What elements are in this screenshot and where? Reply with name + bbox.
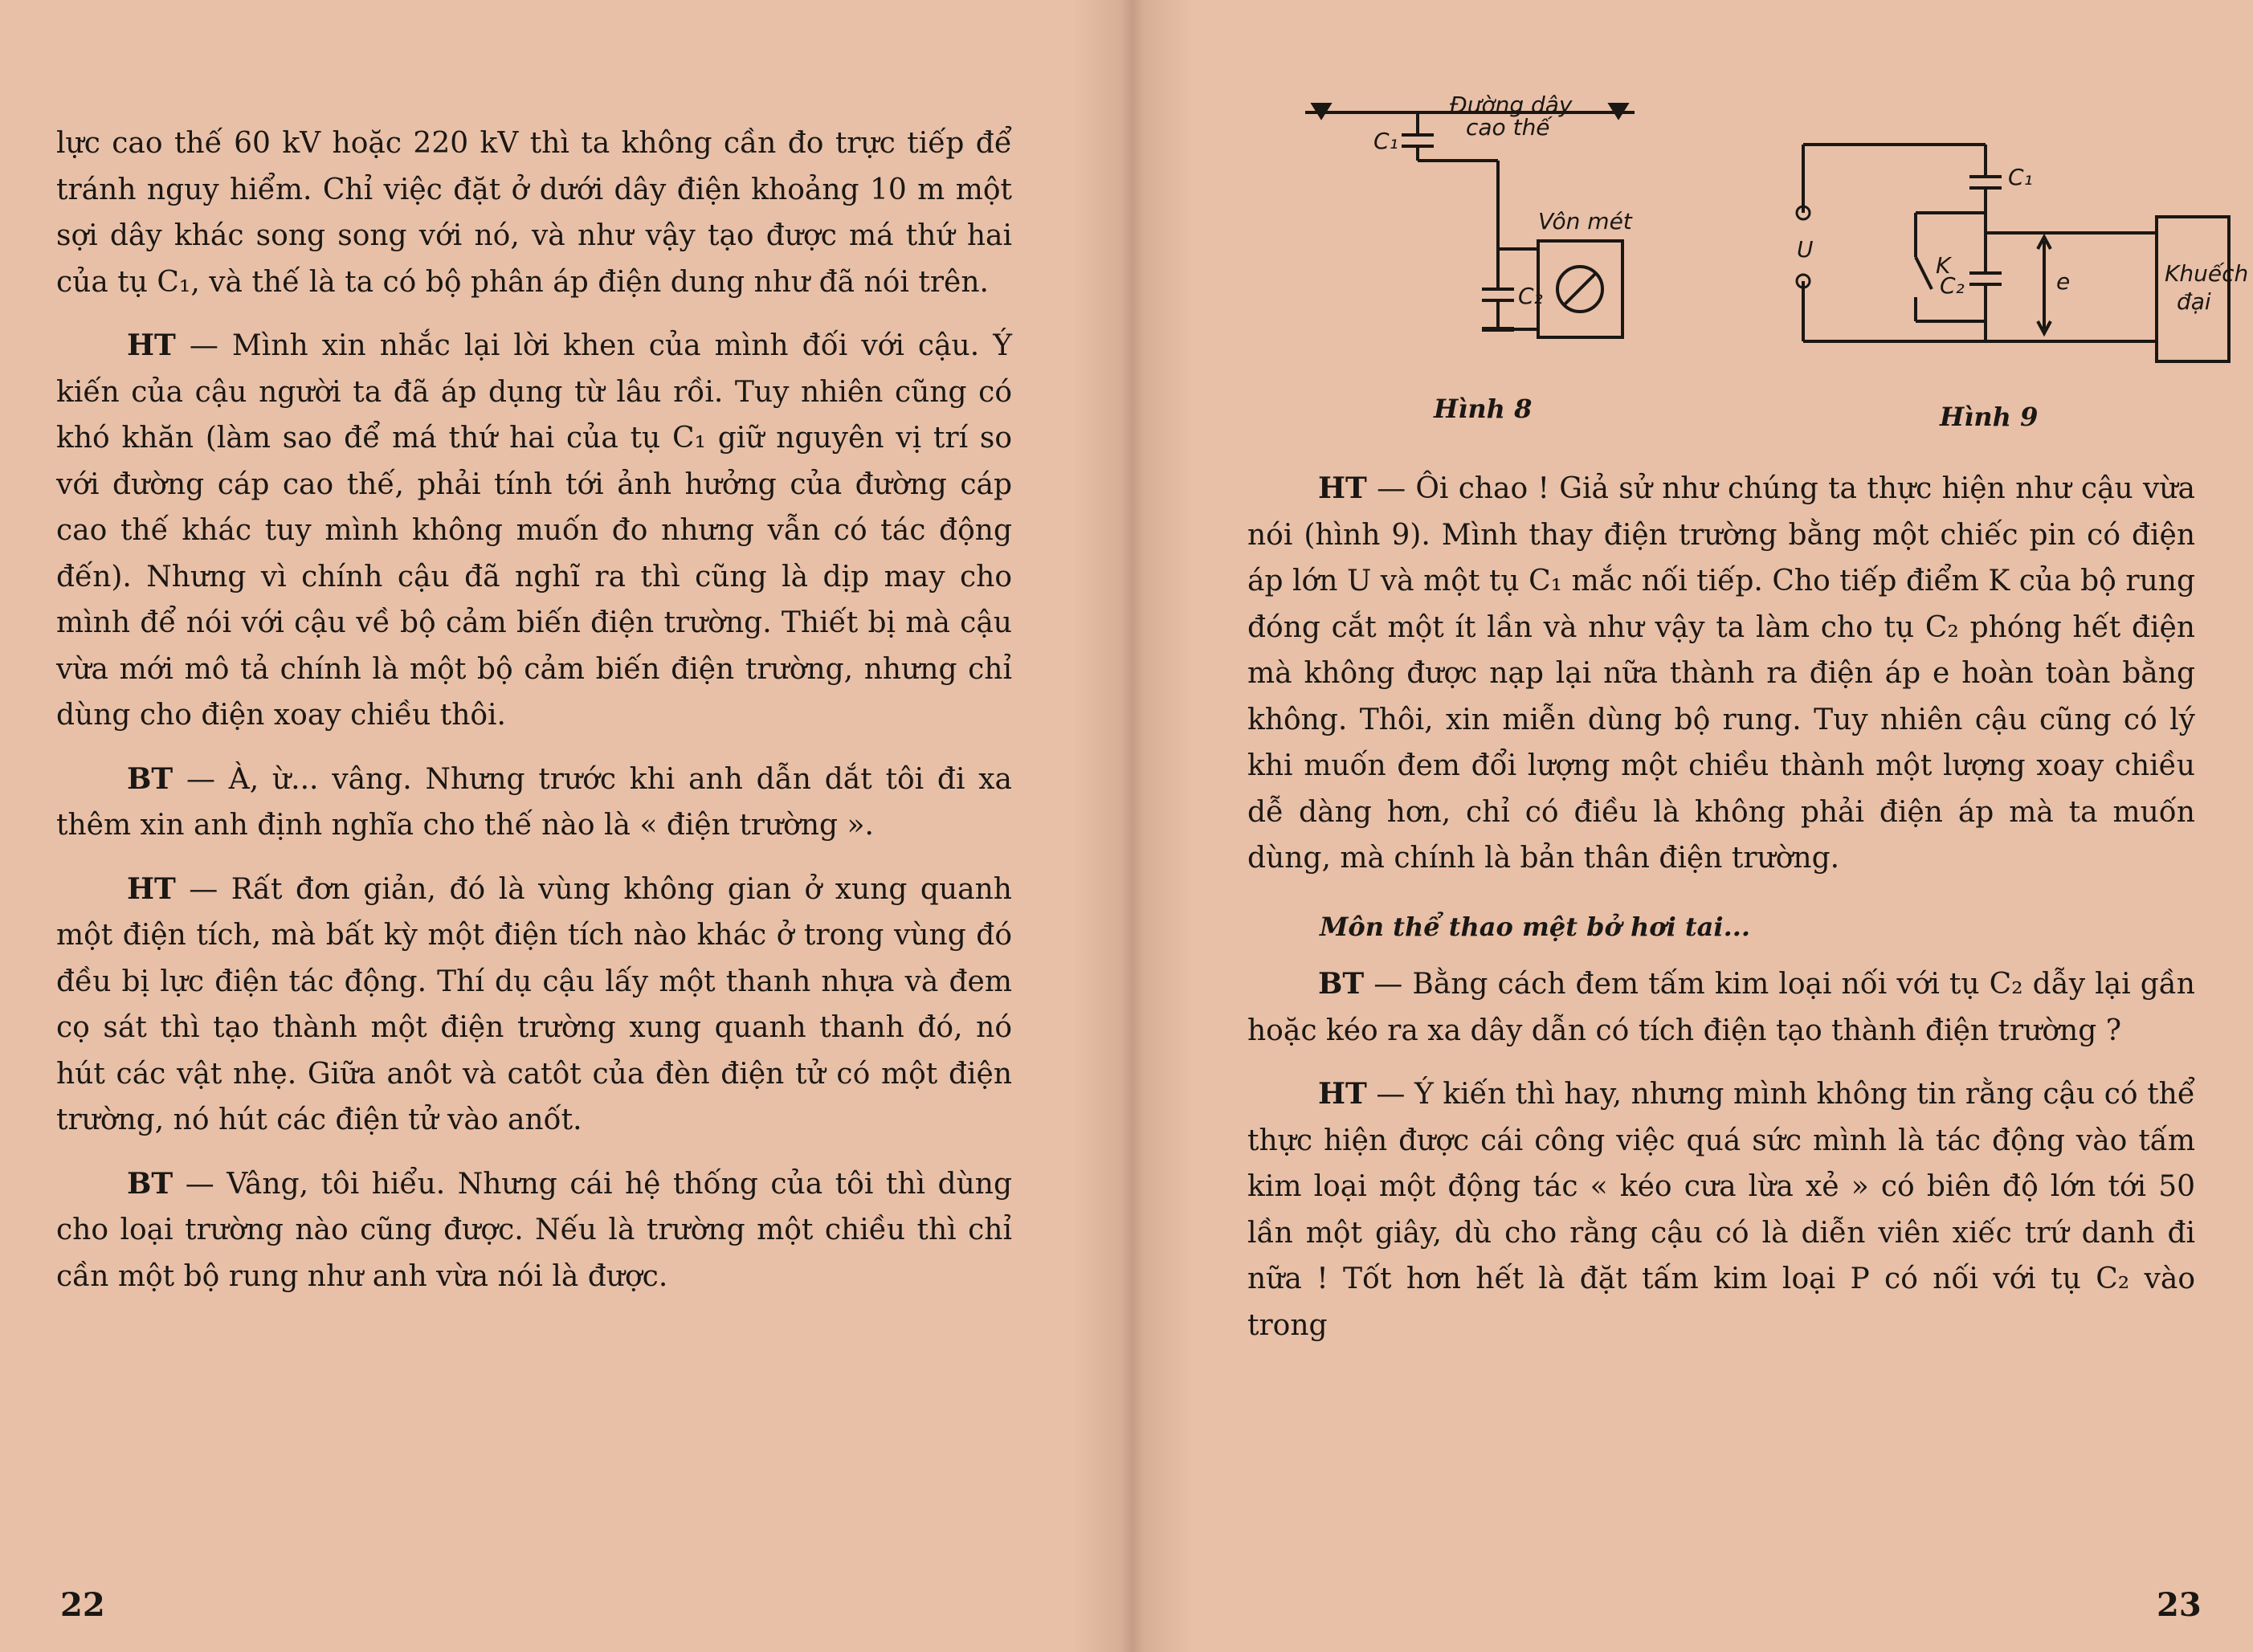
- right-page: [1120, 0, 2253, 1652]
- fig9-label-e: e: [2056, 268, 2071, 295]
- paragraph: [56, 867, 1012, 1144]
- paragraph: [1247, 1071, 2195, 1348]
- paragraph: [56, 757, 1012, 849]
- fig8-label-line: Đường dây: [1450, 92, 1573, 118]
- page-number: 23: [2157, 1586, 2202, 1624]
- speaker-label: BT: [127, 1166, 173, 1201]
- figure-9-caption: Hình 9: [1940, 402, 2039, 432]
- page-number: 22: [60, 1586, 105, 1624]
- left-page: [0, 0, 1120, 1652]
- speaker-label: HT: [1318, 1077, 1367, 1111]
- fig8-label-c1: C₁: [1373, 128, 1398, 154]
- section-subheading: Môn thể thao mệt bở hơi tai...: [1320, 911, 1750, 942]
- right-text-column: [1247, 466, 2195, 1366]
- fig9-label-amp2: đại: [2177, 288, 2211, 315]
- paragraph-text: — Vâng, tôi hiểu. Nhưng cái hệ thống của tôi thì dùng cho loại trường nào cũng được. Nếu là trường một chiều thì chỉ cần một bộ rung như anh vừa nói là được.: [56, 1167, 1012, 1293]
- fig9-label-amp: Khuếch: [2165, 260, 2249, 287]
- paragraph-text: — Bằng cách đem tấm kim loại nối với tụ C₂ dẫy lại gần hoặc kéo ra xa dây dẫn có tích điện tạo thành điện trường ?: [1247, 968, 2195, 1047]
- paragraph: [56, 1161, 1012, 1300]
- left-text-column: [56, 120, 1012, 1317]
- fig8-label-meter: Vôn mét: [1538, 208, 1632, 235]
- paragraph-text: lực cao thế 60 kV hoặc 220 kV thì ta không cần đo trực tiếp để tránh nguy hiểm. Chỉ việc đặt ở dưới dây điện khoảng 10 m một sợi dây khác song song với nó, và như vậy tạo được má thứ hai của tụ C₁, và thế là ta có bộ phân áp điện dung như đã nói trên.: [56, 127, 1012, 299]
- paragraph: [1247, 466, 2195, 882]
- fig8-label-c2: C₂: [1518, 283, 1543, 309]
- speaker-label: BT: [127, 761, 173, 796]
- speaker-label: HT: [127, 871, 176, 906]
- fig9-label-u: U: [1797, 236, 1814, 263]
- figure-8-caption: Hình 8: [1434, 394, 1533, 424]
- fig9-label-k: K: [1936, 252, 1951, 279]
- speaker-label: HT: [127, 328, 176, 362]
- paragraph: [1247, 961, 2195, 1054]
- fig9-label-c2: C₂: [1940, 272, 1965, 299]
- paragraph-text: — Ôi chao ! Giả sử như chúng ta thực hiện như cậu vừa nói (hình 9). Mình thay điện trường bằng một chiếc pin có điện áp lớn U và một tụ C₁ mắc nối tiếp. Cho tiếp điểm K của bộ rung đóng cắt một ít lần và như vậy ta làm cho tụ C₂ phóng hết điện mà không được nạp lại nữa thành ra điện áp e hoàn toàn bằng không. Thôi, xin miễn dùng bộ rung. Tuy nhiên cậu cũng có lý khi muốn đem đổi lượng một chiều thành một lượng xoay chiều dễ dàng hơn, chỉ có điều là không phải điện áp mà ta muốn dùng, mà chính là bản thân điện trường.: [1247, 472, 2195, 875]
- paragraph-text: — Ý kiến thì hay, nhưng mình không tin rằng cậu có thể thực hiện được cái công việc quá sức mình là tác động vào tấm kim loại một động tác « kéo cưa lừa xẻ » có biên độ lớn tới 50 lần một giây, dù cho rằng cậu có là diễn viên xiếc trứ danh đi nữa ! Tốt hơn hết là đặt tấm kim loại P có nối với tụ C₂ vào trong: [1247, 1078, 2195, 1342]
- fig8-label-line2: cao thế: [1466, 114, 1550, 141]
- paragraph-text: — Mình xin nhắc lại lời khen của mình đối với cậu. Ý kiến của cậu người ta đã áp dụng từ lâu rồi. Tuy nhiên cũng có khó khăn (làm sao để má thứ hai của tụ C₁ giữ nguyên vị trí so với đường cáp cao thế, phải tính tới ảnh hưởng của đường cáp cao thế khác tuy mình không muốn đo nhưng vẫn có tác động đến). Nhưng vì chính cậu đã nghĩ ra thì cũng là dịp may cho mình để nói với cậu về bộ cảm biến điện trường. Thiết bị mà cậu vừa mới mô tả chính là một bộ cảm biến điện trường, nhưng chỉ dùng cho điện xoay chiều thôi.: [56, 329, 1012, 732]
- paragraph-text: — Rất đơn giản, đó là vùng không gian ở xung quanh một điện tích, mà bất kỳ một điện tích nào khác ở trong vùng đó đều bị lực điện tác động. Thí dụ cậu lấy một thanh nhựa và đem cọ sát thì tạo thành một điện trường xung quanh thanh đó, nó hút các vật nhẹ. Giữa anôt và catôt của đèn điện tử có một điện trường, nó hút các điện tử vào anốt.: [56, 872, 1012, 1136]
- paragraph-text: — À, ừ... vâng. Nhưng trước khi anh dẫn dắt tôi đi xa thêm xin anh định nghĩa cho thế nào là « điện trường ».: [56, 762, 1012, 842]
- paragraph: [56, 120, 1012, 305]
- speaker-label: HT: [1318, 471, 1367, 505]
- paragraph: [56, 323, 1012, 739]
- speaker-label: BT: [1318, 967, 1365, 1001]
- fig9-label-c1: C₁: [2008, 164, 2033, 190]
- figure-8-circuit-diagram: [1297, 88, 1643, 426]
- figure-9-circuit-diagram: [1779, 128, 2249, 434]
